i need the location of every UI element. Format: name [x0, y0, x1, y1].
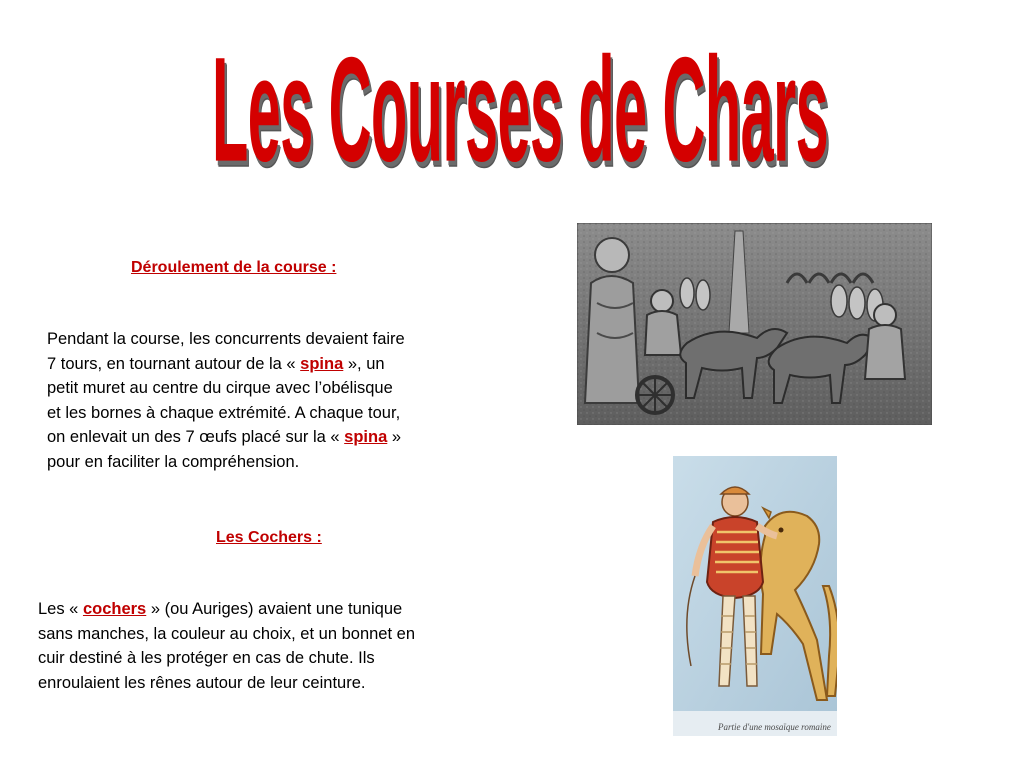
paragraph-line: petit muret au centre du cirque avec l’obélisque — [47, 379, 393, 397]
paragraph-line: et les bornes à chaque extrémité. A chaque tour, — [47, 403, 401, 422]
section-heading-course: Déroulement de la course : — [131, 259, 337, 276]
paragraph-line: enroulaient les rênes autour de leur ceinture. — [38, 673, 366, 692]
slide-title: Les Courses de Chars — [211, 27, 829, 194]
paragraph-line: cuir destiné à les protéger en cas de chute. Ils — [38, 649, 375, 667]
paragraph-line: on enlevait un des 7 œufs placé sur la « spina » — [47, 428, 402, 446]
paragraph-course — [47, 327, 497, 474]
spina-link[interactable]: spina — [300, 354, 344, 373]
section-heading-cochers: Les Cochers : — [216, 529, 322, 546]
paragraph-line: pour en faciliter la compréhension. — [47, 452, 300, 471]
cochers-link[interactable]: cochers — [82, 600, 147, 618]
paragraph-line: Pendant la course, les concurrents devaient faire — [47, 330, 405, 348]
mosaic-caption: Partie d'une mosaïque romaine — [718, 722, 831, 732]
paragraph-line: Les « cochers » (ou Auriges) avaient une tunique — [38, 600, 403, 618]
spina-link[interactable]: spina — [344, 428, 388, 446]
chariot-relief-image — [577, 223, 932, 425]
paragraph-cochers — [38, 597, 518, 695]
paragraph-line: sans manches, la couleur au choix, et un bonnet en — [38, 624, 415, 643]
charioteer-mosaic-image — [673, 456, 837, 736]
paragraph-line: 7 tours, en tournant autour de la « spina », un — [47, 354, 385, 373]
